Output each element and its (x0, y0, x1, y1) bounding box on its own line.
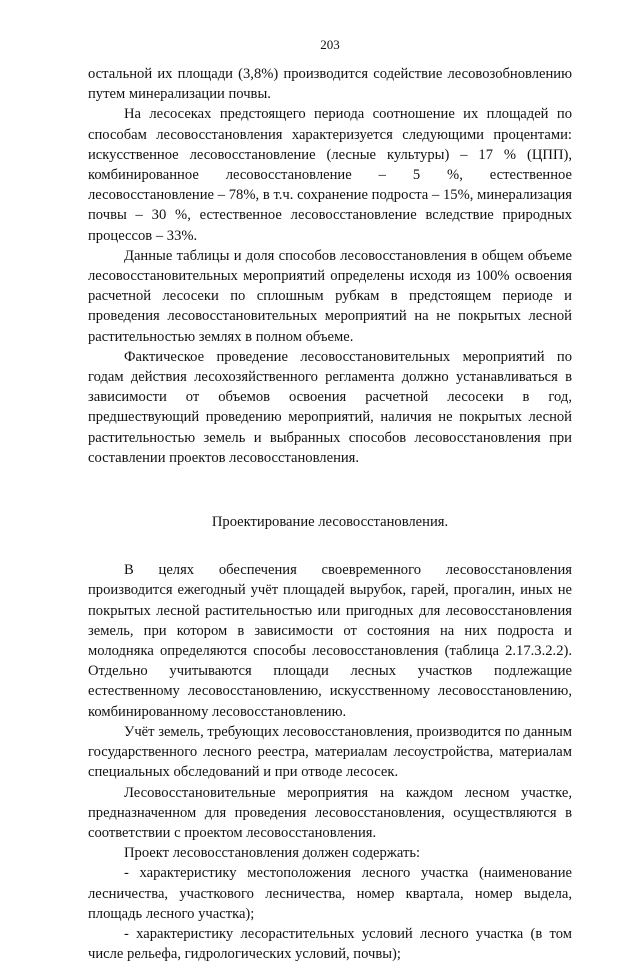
list-item-conditions: - характеристику лесорастительных условий лесного участка (в том числе рельефа, гидрологических условий, почвы); (88, 925, 572, 963)
paragraph-project-contents: Проект лесовосстановления должен содержать: (124, 845, 421, 862)
paragraph-continuation: остальной их площади (3,8%) производится содействие лесовозобновлению путем минерализации почвы. (88, 66, 572, 103)
paragraph-land-accounting: Учёт земель, требующих лесовосстановления, производится по данным государственного лесного реестра, материалам лесоустройства, материалам специальных обследований и при отводе лесосек. (88, 723, 572, 781)
paragraph-project-measures: Лесовосстановительные мероприятия на каждом лесном участке, предназначенном для проведения лесовосстановления, осуществляются в соответствии с проектом лесовосстановления. (88, 784, 572, 841)
paragraph-actual-measures: Фактическое проведение лесовосстановительных мероприятий по годам действия лесохозяйственного регламента должно устанавливаться в зависимости от объемов освоения расчетной лесосеки в год, предшествующий проведению мероприятий, наличия не покрытых лесной растительностью земель и выбранных способов лесовосстановления при составлении проектов лесовосстановления. (88, 348, 572, 466)
paragraph-table-data: Данные таблицы и доля способов лесовосстановления в общем объеме лесовосстановительных мероприятий определены исходя из 100% освоения расчетной лесосеки по сплошным рубкам в предстоящем периоде и проведения лесовосстановительных мероприятий на не покрытых лесной растительностью землях в полном объеме. (88, 247, 572, 345)
list-item-location: - характеристику местоположения лесного участка (наименование лесничества, участкового лесничества, номер квартала, номер выдела, площадь лесного участка); (88, 865, 572, 922)
page-number: 203 (320, 37, 340, 52)
paragraph-reforestation-ratio: На лесосеках предстоящего периода соотношение их площадей по способам лесовосстановления характеризуется следующими процентами: искусственное лесовосстановление (лесные культуры) – 17 % (ЦПП), комбинированное лесовосстановление – 5 %, естественное лесовосстановление – 78%, в т.ч. сохранение подроста – 15%, минерализация почвы – 30 %, естественное лесовосстановление вследствие природных процессов – 33%. (88, 106, 572, 244)
paragraph-annual-accounting: В целях обеспечения своевременного лесовосстановления производится ежегодный учёт площадей вырубок, гарей, прогалин, иных не покрытых лесной растительностью или пригодных для лесовосстановления земель, при котором в зависимости от состояния на них подроста и молодняка определяются способы лесовосстановления (таблица 2.17.3.2.2). Отдельно учитываются площади лесных участков подлежащие естественному лесовосстановлению, искусственному лесовосстановлению, комбинированному лесовосстановлению. (88, 562, 572, 720)
section-title: Проектирование лесовосстановления. (211, 514, 449, 531)
